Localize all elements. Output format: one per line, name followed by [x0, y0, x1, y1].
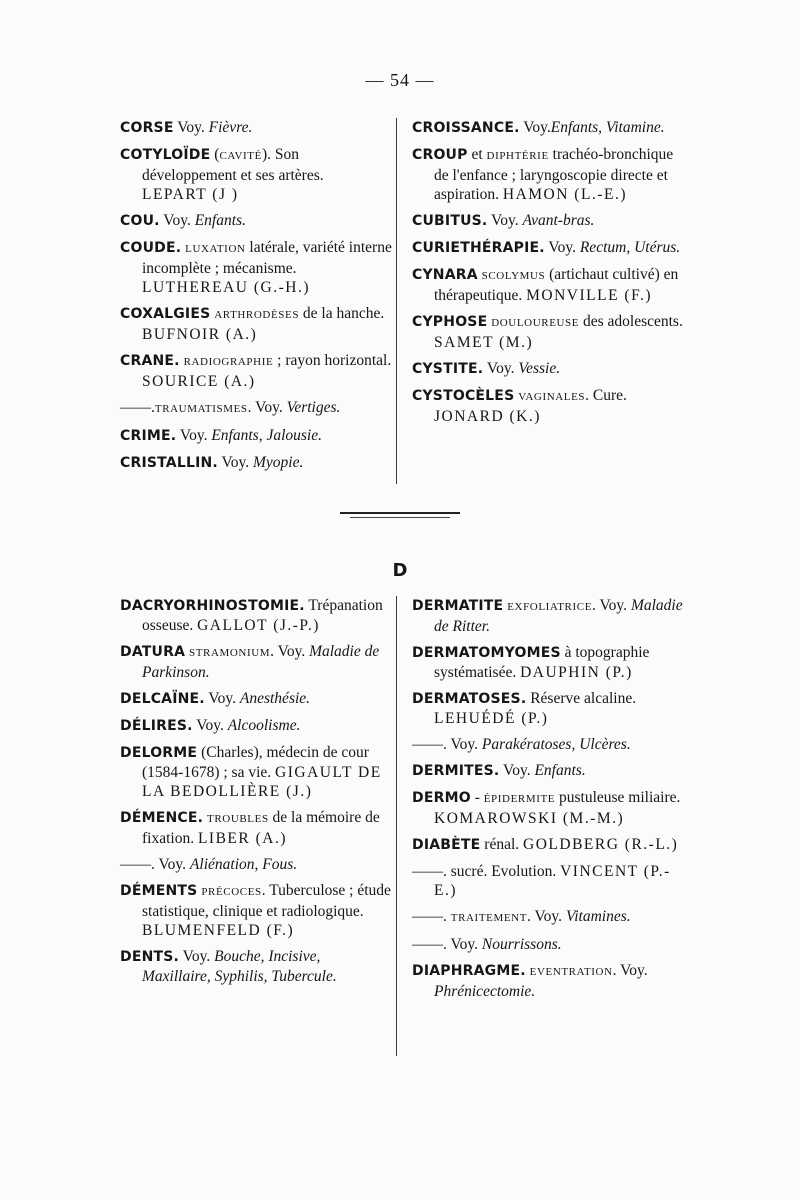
column-right [412, 118, 684, 433]
index-entry [120, 351, 392, 391]
entry-crossref: Vertiges. [286, 399, 341, 416]
index-entry [120, 689, 392, 709]
entry-headword: CRANE. [120, 353, 180, 369]
index-entry [120, 642, 392, 682]
column-left [120, 596, 392, 993]
entry-text: . Cure. [585, 387, 627, 404]
index-entry [120, 426, 392, 446]
entry-text: Voy. [179, 948, 215, 965]
entry-crossref: Parakératoses, Ulcères. [481, 736, 631, 753]
entry-text: ). Son développement et ses artères. [142, 146, 324, 184]
entry-headword: DIABÈTE [412, 837, 481, 853]
entry-text: VAGINALES [518, 391, 586, 403]
entry-text: trachéo-bronchique de l'enfance ; laryngoscopie directe et aspiration. [434, 146, 674, 203]
entry-crossref: Maladie de Parkinson. [142, 643, 380, 681]
entry-text: EVENTRATION [529, 966, 613, 978]
entry-headword: DIAPHRAGME. [412, 963, 526, 979]
entry-crossref: Vitamines. [565, 908, 631, 925]
entry-crossref: Maladie de Ritter. [434, 597, 683, 635]
entry-text: PRÉCOCES [201, 886, 262, 898]
entry-text: Voy. [487, 212, 523, 229]
entry-text: - [470, 789, 484, 806]
index-entry [412, 643, 684, 682]
entry-headword: CROISSANCE. [412, 120, 520, 136]
entry-headword: DÉMENTS [120, 883, 198, 899]
entry-author: GALLOT (J.-P.) [197, 617, 320, 634]
entry-text: Voy. [499, 762, 535, 779]
entry-headword: DERMATITE [412, 598, 504, 614]
index-entry [412, 386, 684, 426]
index-entry [412, 689, 684, 728]
entry-text: (artichaut cultivé) en thérapeutique. [434, 266, 679, 304]
index-entry [412, 596, 684, 636]
index-entry [120, 238, 392, 297]
index-entry [412, 265, 684, 305]
index-block-d [112, 596, 702, 1066]
entry-crossref: Rectum, Utérus. [579, 239, 681, 256]
index-entry [120, 716, 392, 736]
index-entry [120, 947, 392, 986]
entry-text: rénal. [480, 836, 524, 853]
entry-text: TRAUMATISMES [154, 403, 248, 415]
entry-text: DOULOUREUSE [491, 317, 580, 329]
entry-headword: DACRYORHINOSTOMIE. [120, 598, 305, 614]
entry-text: des adolescents. [579, 313, 683, 330]
entry-text: Voy. [519, 119, 551, 136]
column-right [412, 596, 684, 1008]
entry-author: GIGAULT DE LA BEDOLLIÈRE (J.) [142, 764, 382, 800]
index-entry [412, 359, 684, 379]
entry-author: LEPART (J ) [142, 186, 239, 203]
entry-crossref: Enfants, Vitamine. [550, 119, 665, 136]
index-entry [120, 304, 392, 344]
index-entry [120, 881, 392, 940]
entry-author: LUTHEREAU (G.-H.) [142, 279, 310, 296]
section-divider-thin [350, 517, 450, 518]
entry-text: . Voy. [270, 643, 310, 660]
entry-headword: DERMITES. [412, 763, 500, 779]
entry-text: . Voy. [612, 962, 648, 979]
entry-crossref: Fièvre. [208, 119, 253, 136]
entry-text: ( [210, 146, 220, 163]
entry-text: . Voy. [247, 399, 287, 416]
entry-headword: COUDE. [120, 240, 182, 256]
entry-text: pustuleuse miliaire. [555, 789, 681, 806]
entry-text: ——. Voy. [120, 856, 190, 873]
index-block-c [112, 118, 702, 488]
entry-author: MONVILLE (F.) [526, 287, 652, 304]
entry-headword: CYSTOCÈLES [412, 388, 515, 404]
entry-crossref: Vessie. [518, 360, 561, 377]
entry-text: Réserve alcaline. [526, 690, 637, 707]
entry-crossref: Myopie. [252, 454, 304, 471]
entry-text: de la hanche. [299, 305, 385, 322]
entry-author: JONARD (K.) [434, 408, 541, 425]
entry-text: ——. Voy. [412, 936, 482, 953]
index-entry [412, 835, 684, 855]
index-entry [120, 743, 392, 801]
entry-crossref: Enfants, Jalousie. [211, 427, 322, 444]
column-divider [396, 118, 397, 484]
entry-text: ——. [120, 399, 155, 416]
entry-headword: DÉMENCE. [120, 810, 204, 826]
entry-text: et [467, 146, 487, 163]
entry-crossref: Enfants. [194, 212, 246, 229]
section-letter: D [392, 560, 408, 581]
index-entry [412, 935, 684, 954]
entry-headword: COTYLOÏDE [120, 147, 211, 163]
entry-crossref: Nourrissons. [481, 936, 562, 953]
entry-text: ; rayon horizontal. [273, 352, 392, 369]
entry-author: KOMAROWSKI (M.-M.) [434, 810, 625, 827]
entry-headword: CRISTALLIN. [120, 455, 218, 471]
entry-text: à topographie systématisée. [434, 644, 650, 681]
entry-crossref: Avant-bras. [522, 212, 595, 229]
entry-text: ——. Voy. [412, 736, 482, 753]
entry-author: DAUPHIN (P.) [520, 664, 633, 681]
entry-text: latérale, variété interne incomplète ; mécanisme. [142, 239, 392, 277]
entry-text: Voy. [192, 717, 228, 734]
entry-text: TRAITEMENT [450, 912, 528, 924]
entry-headword: COU. [120, 213, 160, 229]
index-entry [412, 312, 684, 352]
entry-headword: CORSE [120, 120, 174, 136]
section-divider [340, 512, 460, 514]
entry-headword: DERMATOSES. [412, 691, 527, 707]
entry-text: (Charles), médecin de cour (1584-1678) ; sa vie. [142, 744, 369, 781]
index-entry [120, 808, 392, 848]
index-entry [412, 788, 684, 828]
entry-text: LUXATION [185, 243, 246, 255]
entry-text: ——. [412, 908, 451, 925]
entry-headword: DERMO [412, 790, 471, 806]
index-entry [120, 596, 392, 635]
index-entry [120, 211, 392, 231]
entry-text: SCOLYMUS [481, 270, 546, 282]
entry-text: STRAMONIUM [188, 647, 271, 659]
index-entry [120, 398, 392, 419]
entry-headword: CUBITUS. [412, 213, 488, 229]
entry-text: de la mémoire de fixation. [142, 809, 380, 847]
entry-author: BUFNOIR (A.) [142, 326, 258, 343]
entry-author: SAMET (M.) [434, 334, 534, 351]
entry-text: EXFOLIATRICE [507, 601, 593, 613]
entry-crossref: Alcoolisme. [227, 717, 301, 734]
entry-crossref: Enfants. [534, 762, 586, 779]
entry-text: . Tuberculose ; étude statistique, clinique et radiologique. [142, 882, 391, 920]
entry-headword: CYPHOSE [412, 314, 488, 330]
entry-crossref: Aliénation, Fous. [189, 856, 298, 873]
entry-text: ARTHRODÈSES [214, 309, 300, 321]
entry-text: ÉPIDERMITE [483, 793, 556, 805]
entry-headword: DELCAÏNE. [120, 691, 205, 707]
entry-author: LIBER (A.) [197, 830, 288, 847]
entry-author: BLUMENFELD (F.) [142, 922, 295, 939]
entry-author: VINCENT (P.-E.) [434, 863, 671, 899]
entry-headword: DERMATOMYOMES [412, 645, 561, 661]
entry-text: Voy. [159, 212, 195, 229]
entry-text: Voy. [173, 119, 209, 136]
entry-text: DIPHTÉRIE [486, 150, 549, 162]
entry-author: LEHUÉDÉ (P.) [434, 710, 549, 727]
column-divider [396, 596, 397, 1056]
index-entry [412, 118, 684, 138]
entry-text: ——. sucré. Evolution. [412, 863, 561, 880]
entry-text: Voy. [217, 454, 253, 471]
entry-headword: DATURA [120, 644, 186, 660]
index-entry [120, 145, 392, 204]
entry-headword: DÉLIRES. [120, 718, 193, 734]
entry-text: Voy. [176, 427, 212, 444]
entry-text: Voy. [483, 360, 519, 377]
index-entry [412, 961, 684, 1001]
entry-text: RADIOGRAPHIE [183, 356, 274, 368]
column-left [120, 118, 392, 480]
entry-author: GOLDBERG (R.-L.) [523, 836, 679, 853]
index-entry [412, 735, 684, 754]
index-entry [120, 453, 392, 473]
index-entry [412, 145, 684, 204]
entry-headword: CYNARA [412, 267, 478, 283]
entry-text: Voy. [204, 690, 240, 707]
entry-headword: CURIETHÉRAPIE. [412, 240, 545, 256]
index-entry [412, 862, 684, 900]
entry-text: Voy. [544, 239, 580, 256]
entry-crossref: Anesthésie. [239, 690, 311, 707]
entry-text: CAVITÉ [219, 150, 262, 162]
entry-text: . Voy. [527, 908, 566, 925]
entry-headword: DELORME [120, 745, 198, 761]
entry-headword: COXALGIES [120, 306, 211, 322]
entry-headword: CYSTITE. [412, 361, 484, 377]
entry-text: Trépanation osseuse. [142, 597, 383, 634]
index-entry [120, 118, 392, 138]
index-entry [412, 907, 684, 928]
entry-text: . Voy. [592, 597, 631, 614]
index-entry [412, 211, 684, 231]
index-entry [412, 761, 684, 781]
entry-author: HAMON (L.-E.) [502, 186, 627, 203]
entry-text: TROUBLES [207, 813, 269, 825]
entry-headword: CROUP [412, 147, 468, 163]
index-entry [120, 855, 392, 874]
index-entry [412, 238, 684, 258]
entry-headword: CRIME. [120, 428, 177, 444]
entry-author: SOURICE (A.) [142, 373, 256, 390]
entry-crossref: Bouche, Incisive, Maxillaire, Syphilis, Tubercule. [142, 948, 337, 985]
page-number: — 54 — [365, 70, 435, 90]
entry-crossref: Phrénicectomie. [434, 983, 536, 1000]
entry-headword: DENTS. [120, 949, 180, 965]
